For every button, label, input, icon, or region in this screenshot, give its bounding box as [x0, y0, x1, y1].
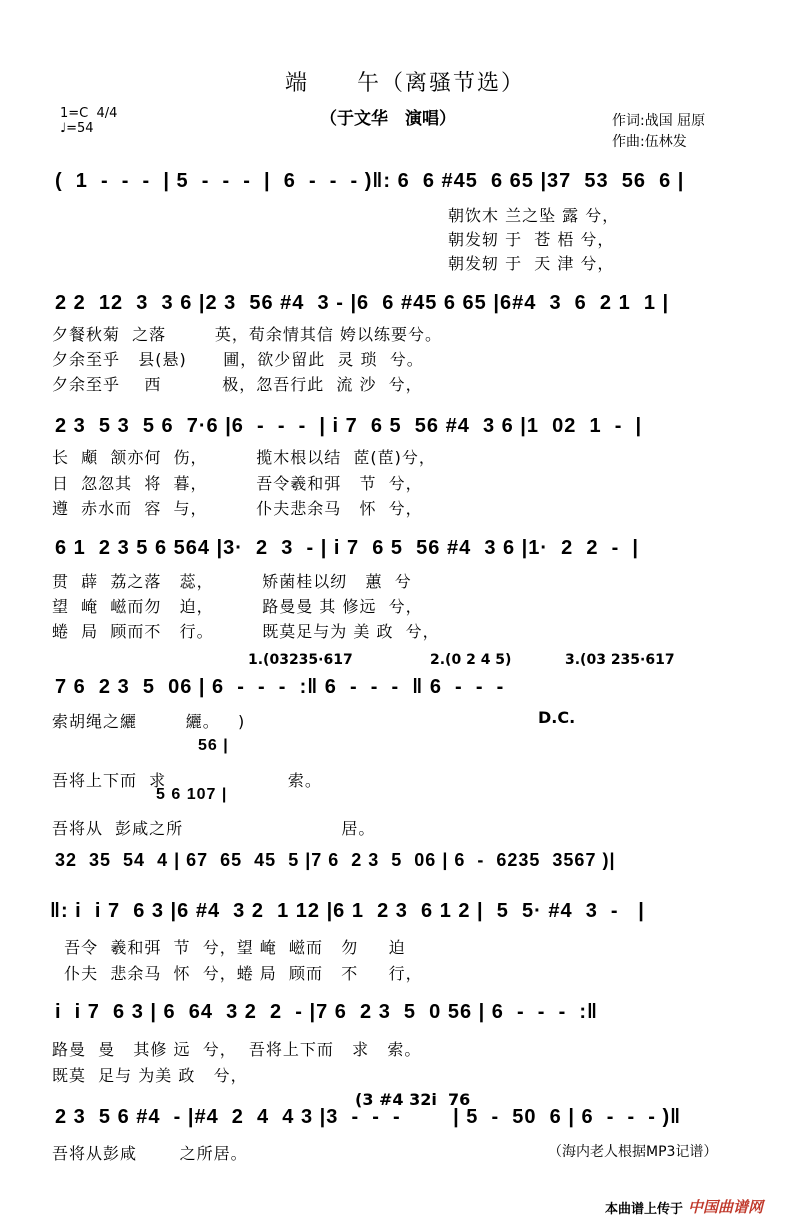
key-signature — [60, 106, 117, 136]
lyric-line: 既莫 足与 为美 政 兮， — [52, 1066, 248, 1085]
score-line: ( 1 - - - | 5 - - - | 6 - - - )‖: 6 6 #45 6 65 |37 53 56 6 | — [55, 170, 685, 192]
lyric-line: 吾令 羲和弭 节 兮，望 崦 嵫而 勿 迫 — [52, 938, 406, 957]
da-capo: D.C. — [538, 708, 576, 727]
score-line: 5 6 107 | — [156, 786, 228, 803]
lyric-line: 遵 赤水而 容 与， 仆夫悲余马 怀 兮， — [52, 499, 423, 518]
lyric-line: 蜷 局 顾而不 行。 既莫足与为 美 政 兮， — [52, 622, 440, 641]
score-line: ‖: i i 7 6 3 |6 #4 3 2 1 12 |6 1 2 3 6 1 2 | 5 5· #4 3 - | — [50, 900, 645, 922]
lyric-line: 朝发轫 于 天 津 兮， — [448, 254, 615, 273]
lyric-line: 日 忽忽其 将 暮， 吾令羲和弭 节 兮， — [52, 474, 423, 493]
lyric-line: 夕余至乎 县(悬) 圃，欲少留此 灵 琐 兮。 — [52, 350, 424, 369]
score-line: i i 7 6 3 | 6 64 3 2 2 - |7 6 2 3 5 0 56 | 6 - - - :‖ — [55, 1001, 598, 1023]
key-time: 1=C 4/4 — [60, 106, 118, 121]
lyric-line: 吾将从彭咸 之所居。 — [52, 1144, 248, 1163]
ending-1-intro: 1.(03235·617 — [248, 652, 353, 668]
lyric-line: 吾将从 彭咸之所 居。 — [52, 819, 376, 838]
transcription-note: （海内老人根据MP3记谱） — [548, 1144, 718, 1160]
lyric-line: 朝发轫 于 苍 梧 兮， — [448, 230, 615, 249]
score-line: 32 35 54 4 | 67 65 45 5 |7 6 2 3 5 06 | 6 - 6235 3567 )| — [55, 850, 616, 870]
lyric-line: 朝饮木 兰之坠 露 兮， — [448, 206, 620, 225]
score-line: 7 6 2 3 5 06 | 6 - - - :‖ 6 - - - ‖ 6 - - - — [55, 676, 511, 698]
performer: （于文华 演唱） — [320, 109, 456, 129]
tempo: ♩=54 — [60, 121, 94, 136]
lyricist: 作词:战国 屈原 — [612, 113, 706, 129]
lyric-line: 夕餐秋菊 之落 英，荀余情其信 姱以练要兮。 — [52, 325, 442, 344]
lyric-line: 仆夫 悲余马 怀 兮，蜷 局 顾而 不 行， — [52, 964, 423, 983]
interlude: (3 #4 32i 76 — [355, 1090, 471, 1109]
lyric-line: 长 顑 颔亦何 伤， 揽木根以结 茝(茞)兮， — [52, 448, 436, 467]
ending-3-intro: 3.(03 235·617 — [565, 652, 675, 668]
lyric-line: 望 崦 嵫而勿 迫， 路曼曼 其 修远 兮， — [52, 597, 423, 616]
lyric-line: 吾将上下而 求 索。 — [52, 771, 322, 790]
lyric-line: 索胡绳之纚 纚。 ) — [52, 712, 246, 731]
ending-2-intro: 2.(0 2 4 5) — [430, 652, 512, 668]
upload-note: 本曲谱上传于 — [605, 1202, 684, 1217]
score-line: 56 | — [198, 737, 229, 754]
lyric-line: 路曼 曼 其修 远 兮， 吾将上下而 求 索。 — [52, 1040, 422, 1059]
score-line: 6 1 2 3 5 6 564 |3· 2 3 - | i 7 6 5 56 #4 3 6 |1· 2 2 - | — [55, 537, 640, 559]
score-line: 2 3 5 6 #4 - |#4 2 4 4 3 |3 - - - | 5 - 50 6 | 6 - - - )‖ — [55, 1106, 682, 1128]
site-logo: 中国曲谱网 — [688, 1198, 764, 1216]
score-line: 2 2 12 3 3 6 |2 3 56 #4 3 - |6 6 #45 6 65 |6#4 3 6 2 1 1 | — [55, 292, 670, 314]
composer: 作曲:伍林发 — [612, 134, 687, 150]
page-title: 端 午（离骚节选） — [285, 71, 526, 96]
lyric-line: 夕余至乎 西 极，忽吾行此 流 沙 兮， — [52, 375, 423, 394]
lyric-line: 贯 薜 荔之落 蕊， 矫菌桂以纫 蕙 兮 — [52, 572, 412, 591]
score-line: 2 3 5 3 5 6 7·6 |6 - - - | i 7 6 5 56 #4 3 6 |1 02 1 - | — [55, 415, 643, 437]
